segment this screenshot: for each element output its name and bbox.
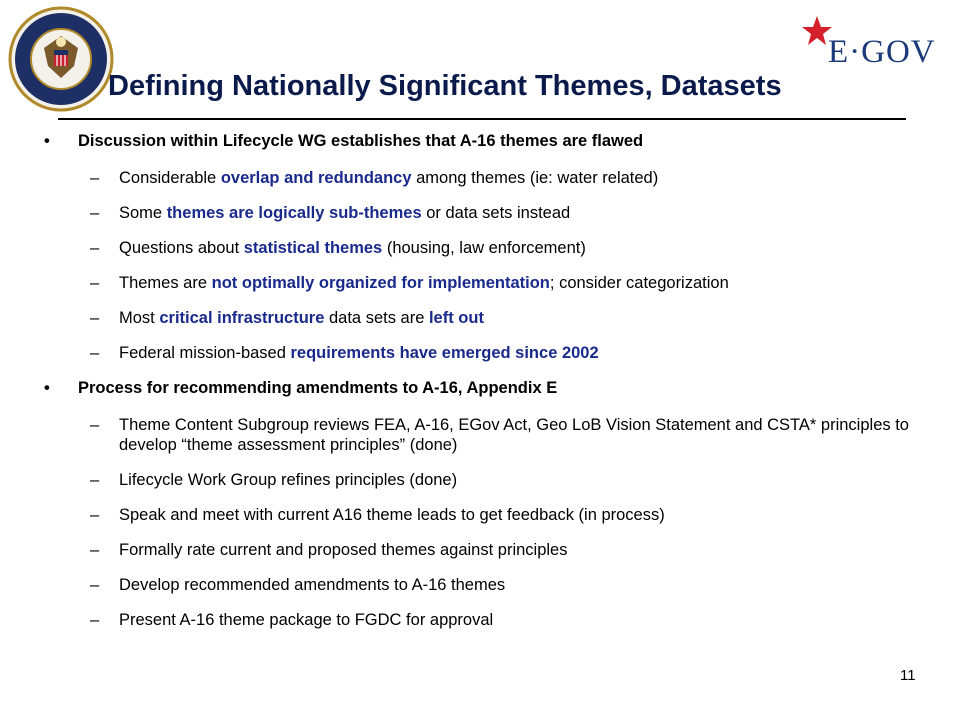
bullet-text: Process for recommending amendments to A-16, Appendix E (78, 379, 558, 397)
sub-bullet-item (44, 540, 924, 560)
title-divider (58, 118, 906, 120)
highlight-text: critical infrastructure (159, 309, 325, 327)
sub-bullet-item (44, 308, 924, 328)
sub-bullet-text: Some (119, 204, 167, 222)
sub-bullet-text: ; consider categorization (549, 274, 729, 292)
dash-marker: – (90, 204, 100, 222)
dash-marker: – (90, 506, 100, 524)
sub-bullet-text: Lifecycle Work Group refines principles (done) (119, 471, 458, 489)
highlight-text: left out (428, 309, 484, 327)
highlight-text: statistical themes (243, 239, 383, 257)
highlight-text: requirements have emerged since 2002 (290, 344, 599, 362)
highlight-text: overlap and redundancy (220, 169, 412, 187)
sub-bullet-text: Questions about (119, 239, 244, 257)
egov-logo (800, 14, 940, 74)
sub-bullet-item (44, 470, 924, 490)
bullet-list (44, 131, 924, 645)
highlight-text: not optimally organized for implementation (211, 274, 550, 292)
dash-marker: – (90, 344, 100, 362)
sub-bullet-text: Present A-16 theme package to FGDC for approval (119, 611, 494, 629)
sub-bullet-item (44, 168, 924, 188)
dash-marker: – (90, 309, 100, 327)
sub-bullet-text: Most (119, 309, 160, 327)
sub-bullet-item (44, 505, 924, 525)
sub-bullet-text: among themes (ie: water related) (411, 169, 659, 187)
sub-bullet-text: Speak and meet with current A16 theme leads to get feedback (in process) (119, 506, 665, 524)
bullet-item (44, 378, 924, 398)
sub-bullet-text: Formally rate current and proposed themes against principles (119, 541, 568, 559)
highlight-text: themes are logically sub-themes (166, 204, 422, 222)
sub-bullet-item (44, 273, 924, 293)
sub-bullet-item (44, 238, 924, 258)
sub-bullet-item (44, 575, 924, 595)
bullet-marker: • (44, 132, 50, 150)
bullet-marker: • (44, 379, 50, 397)
sub-bullet-text: Considerable (119, 169, 221, 187)
sub-bullet-text: Develop recommended amendments to A-16 themes (119, 576, 506, 594)
sub-bullet-item (44, 203, 924, 223)
dash-marker: – (90, 169, 100, 187)
sub-bullet-item (44, 610, 924, 630)
bullet-item (44, 131, 924, 151)
bullet-text: Discussion within Lifecycle WG establishes that A-16 themes are flawed (78, 132, 644, 150)
egov-logo-text: E·GOV (828, 34, 936, 70)
sub-bullet-text: Theme Content Subgroup reviews FEA, A-16, EGov Act, Geo LoB Vision Statement and CSTA* principles to develop “theme assessment principles” (done) (119, 416, 909, 454)
sub-bullet-text: (housing, law enforcement) (382, 239, 586, 257)
sub-bullet-text: Federal mission-based (119, 344, 291, 362)
dash-marker: – (90, 274, 100, 292)
sub-bullet-item (44, 343, 924, 363)
sub-bullet-text: Themes are (119, 274, 212, 292)
dash-marker: – (90, 541, 100, 559)
dash-marker: – (90, 239, 100, 257)
dash-marker: – (90, 471, 100, 489)
sub-bullet-text: data sets are (324, 309, 429, 327)
dash-marker: – (90, 611, 100, 629)
page-title: Defining Nationally Significant Themes, Datasets (108, 70, 782, 102)
page-number: 11 (900, 667, 916, 684)
dash-marker: – (90, 416, 100, 434)
dash-marker: – (90, 576, 100, 594)
sub-bullet-text: or data sets instead (421, 204, 571, 222)
presidential-seal-icon (8, 6, 114, 112)
sub-bullet-item (44, 415, 924, 455)
